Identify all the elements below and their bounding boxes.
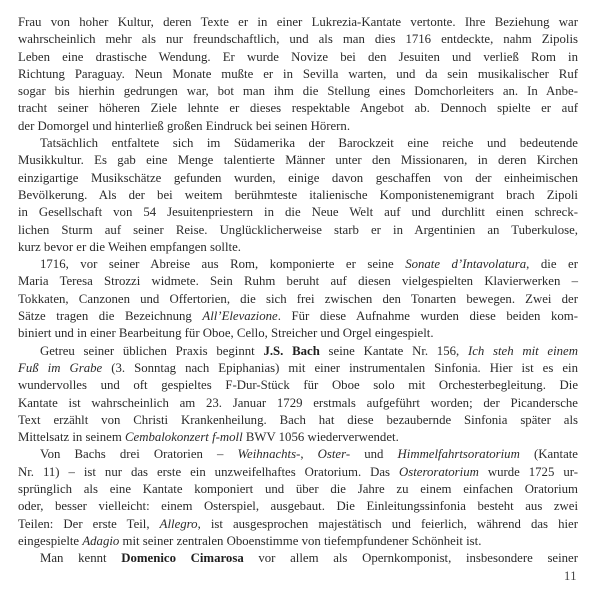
text-run: Sätze tragen die Bezeichnung: [18, 309, 203, 324]
text-run: Teilen: Der erste Teil,: [18, 516, 160, 531]
italic-text: Fuß im Grabe: [18, 360, 103, 375]
text-line: [18, 395, 578, 412]
text-line: [18, 118, 578, 135]
paragraph: [18, 550, 578, 567]
text-run: Von Bachs drei Oratorien –: [40, 447, 238, 462]
text-line: [18, 256, 578, 273]
paragraph: [18, 135, 578, 256]
text-run: ,: [300, 447, 318, 462]
text-run: kurz bevor er die Weihen empfangen sollte.: [18, 239, 241, 254]
text-line: [18, 204, 578, 221]
italic-text: Cembalokonzert f-moll: [124, 430, 243, 445]
italic-text: Sonate d’Intavolatura: [405, 257, 527, 272]
text-line: [18, 152, 578, 169]
text-run: seine Kantate Nr. 156,: [319, 343, 468, 358]
page-number: 11: [563, 569, 577, 583]
text-run: Richtung Paraguay. Neun Monate mußte er in Sevilla warten, und da sein musikalischer Ruf: [18, 66, 578, 81]
text-line: [18, 135, 578, 152]
italic-text: All’Elevazione: [202, 309, 278, 324]
text-line: [18, 343, 578, 360]
paragraph: [18, 446, 578, 550]
text-line: [18, 239, 578, 256]
text-run: vor allem als Opernkomponist, insbesondere seiner: [243, 551, 578, 566]
text-run: (3. Sonntag nach Epiphanias) mit einer instrumentalen Sinfonia. Hier ist es ein: [102, 360, 578, 375]
paragraph: [18, 14, 578, 135]
text-run: Musikkultur. Es gab eine Menge talentierte Männer unter den Missionaren, in deren Kirchen: [18, 153, 578, 168]
body-text: [18, 14, 578, 568]
text-run: Frau von hoher Kultur, deren Texte er in einer Lukrezia-Kantate vertonte. Ihre Beziehung war: [18, 15, 578, 29]
bold-name: J.S. Bach: [263, 343, 320, 358]
text-line: [18, 429, 578, 446]
text-line: [18, 100, 578, 117]
text-line: [18, 516, 578, 533]
text-run: . Für diese Aufnahme wurden diese beiden kom-: [277, 309, 579, 324]
text-run: einzigartige Musikschätze gefunden wurden, einige davon geschaffen von der einheimischen: [18, 170, 578, 185]
text-run: Text erzählt von Christi Krankenheilung. Bach hat diese bezaubernde Sinfonia später als: [18, 412, 578, 427]
text-run: sprünglich als eine Kantate komponiert und über die Jahre zu einem einfachen Oratorium: [18, 482, 578, 497]
text-line: [18, 377, 578, 394]
text-line: [18, 291, 578, 308]
text-run: und: [350, 447, 398, 462]
text-run: Leben eine drastische Wendung. Er wurde Novize bei den Jesuiten und verließ Rom in: [18, 49, 578, 64]
text-line: [18, 412, 578, 429]
text-line: [18, 273, 578, 290]
text-line: [18, 533, 578, 550]
text-run: (Kantate: [519, 447, 578, 462]
text-run: Man kennt: [40, 551, 122, 566]
text-run: Maria Teresa Strozzi widmete. Sein Ruhm beruht auf diesen vielgespielten Klavierwerken –: [18, 274, 578, 289]
text-run: lichen Sturm auf seiner Reise. Unglücklicherweise starb er in Argentinien an Tuberkulose,: [18, 222, 578, 237]
paragraph: [18, 256, 578, 342]
text-line: [18, 66, 578, 83]
text-run: Kantate ist wahrscheinlich am 23. Januar 1729 erstmals aufgeführt worden; der Picandersche: [18, 395, 578, 410]
text-run: oder, besser vielleicht: einem Osterspiel, ausgebaut. Die Einleitungssinfonia besteht aus zwei: [18, 499, 578, 514]
text-line: [18, 360, 578, 377]
text-line: [18, 481, 578, 498]
text-line: [18, 31, 578, 48]
text-run: 1716, vor seiner Abreise aus Rom, komponierte er seine: [40, 257, 406, 272]
text-run: wahrscheinlich mehr als nur freundschaftlich, und als man dies 1716 entdeckte, nahm Zipolis: [18, 32, 578, 47]
italic-text: Osteroratorium: [398, 464, 479, 479]
text-line: [18, 464, 578, 481]
text-run: der Domorgel und hinterließ großen Eindruck bei seinen Hörern.: [18, 118, 351, 133]
text-run: wurde 1725 ur-: [478, 464, 578, 479]
text-line: [18, 83, 578, 100]
text-run: Tatsächlich entfaltete sich im Südamerika der Barockzeit eine reiche und bedeutende: [40, 136, 578, 151]
text-run: Getreu seiner üblichen Praxis beginnt: [40, 343, 264, 358]
italic-text: Himmelfahrtsoratorium: [397, 447, 520, 462]
text-run: Nr. 11) – ist nur das erste ein unzweifelhaftes Oratorium. Das: [18, 464, 399, 479]
text-run: wundervolles und oft gespieltes F-Dur-Stück für Oboe solo mit Orchesterbegleitung. Die: [18, 378, 578, 393]
text-line: [18, 170, 578, 187]
italic-text: Ich steh mit einem: [467, 343, 578, 358]
text-run: eingespielte: [18, 533, 83, 548]
text-line: [18, 187, 578, 204]
italic-text: Allegro: [159, 516, 198, 531]
text-run: sogar bis hierhin gedrungen war, bot man ihm die Stellung eines Domchorleiters an. In Anbe-: [18, 84, 578, 99]
text-line: [18, 222, 578, 239]
text-run: , die er: [526, 257, 578, 272]
text-run: BWV 1056 wiederverwendet.: [242, 430, 399, 445]
text-run: Tokkaten, Canzonen und Offertorien, die sich frei zwischen den Tonarten bewegen. Zwei der: [18, 291, 578, 306]
text-run: Mittelsatz in seinem: [18, 430, 125, 445]
text-run: mit seiner zentralen Oboenstimme von tiefempfundener Schönheit ist.: [119, 533, 482, 548]
text-line: [18, 325, 578, 342]
italic-text: Oster-: [317, 447, 351, 462]
text-line: [18, 308, 578, 325]
text-run: Bevölkerung. Als der bei weitem berühmteste italienische Komponistenemigrant brach Zipoli: [18, 187, 578, 202]
text-run: tracht seiner höheren Ziele lehnte er dieses respektable Angebot ab. Dennoch spielte er auf: [18, 101, 578, 116]
text-run: , ist ausgesprochen majestätisch und feierlich, während das hier: [197, 516, 578, 531]
text-run: in Gesellschaft von 54 Jesuitenpriestern in die Neue Welt auf und durchlitt einen schreck-: [18, 205, 578, 220]
text-line: [18, 49, 578, 66]
text-line: [18, 446, 578, 463]
text-line: [18, 498, 578, 515]
paragraph: [18, 343, 578, 447]
bold-name: Domenico Cimarosa: [121, 551, 244, 566]
text-run: biniert und in einer Bearbeitung für Oboe, Cello, Streicher und Orgel eingespielt.: [18, 326, 434, 341]
italic-text: Adagio: [82, 533, 120, 548]
text-line: [18, 14, 578, 31]
text-line: [18, 550, 578, 567]
italic-text: Weihnachts-: [237, 447, 301, 462]
